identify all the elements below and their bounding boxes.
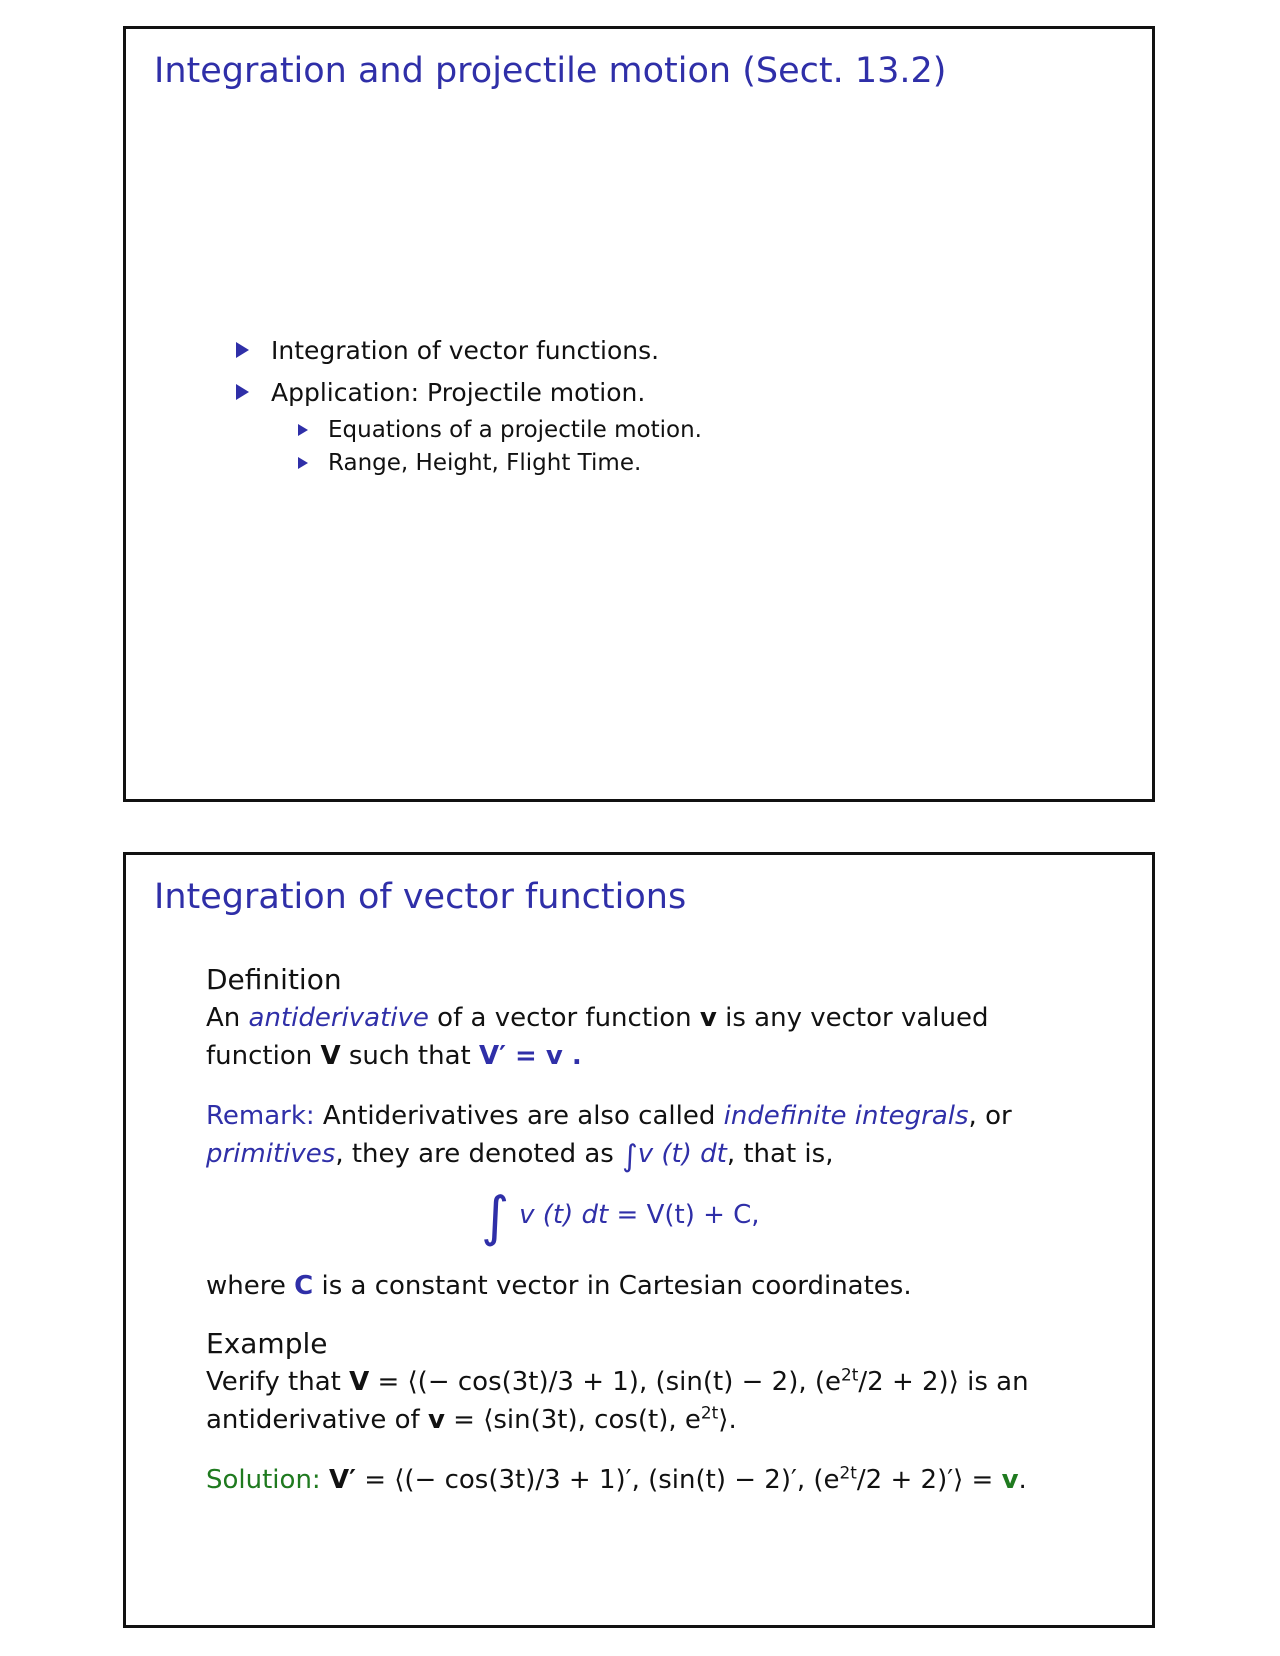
triangle-bullet-icon [236,384,249,400]
solution-line: Solution: V′ = ⟨(− cos(3t)/3 + 1)′, (sin(t) − 2)′, ($e^{2t}/2$ + 2)′⟩ = v. [206,1462,1027,1495]
sub-list-item: Range, Height, Flight Time. [236,446,702,479]
remark-line-1: Remark: Antiderivatives are also called indefinite integrals, or [206,1101,1012,1131]
sub-list-item: Equations of a projectile motion. [236,413,702,446]
list-item: Integration of vector functions. [236,329,702,371]
triangle-bullet-icon [298,457,308,469]
integral-sign-icon: ∫ [622,1139,638,1174]
example-heading: Example [206,1327,328,1360]
triangle-bullet-icon [236,342,249,358]
slide-title: Integration of vector functions [154,877,687,917]
triangle-bullet-icon [298,424,308,436]
definition-heading: Definition [206,963,342,996]
example-line-2: antiderivative of v = ⟨sin(3t), cos(t), $e^{2t}⟩$. [206,1402,737,1435]
example-line-1: Verify that V = ⟨(− cos(3t)/3 + 1), (sin(t) − 2), ($e^{2t}/2$ + 2)⟩ is an [206,1364,1029,1397]
integral-sign-icon: ∫ [481,1185,510,1248]
definition-line-1: An antiderivative of a vector function v is any vector valued [206,1003,989,1033]
bullet-list [236,329,702,479]
list-item: Application: Projectile motion. [236,371,702,413]
display-equation: ∫ v (t) dt = V(t) + C, [481,1185,760,1248]
slide-1 [123,26,1155,802]
remark-line-2: primitives, they are denoted as ∫v (t) dt, that is, [206,1139,834,1174]
definition-line-2: function V such that V′ = v . [206,1041,582,1071]
where-line: where C is a constant vector in Cartesian coordinates. [206,1271,912,1301]
slide-2 [123,852,1155,1628]
slide-title: Integration and projectile motion (Sect. 13.2) [154,51,947,91]
